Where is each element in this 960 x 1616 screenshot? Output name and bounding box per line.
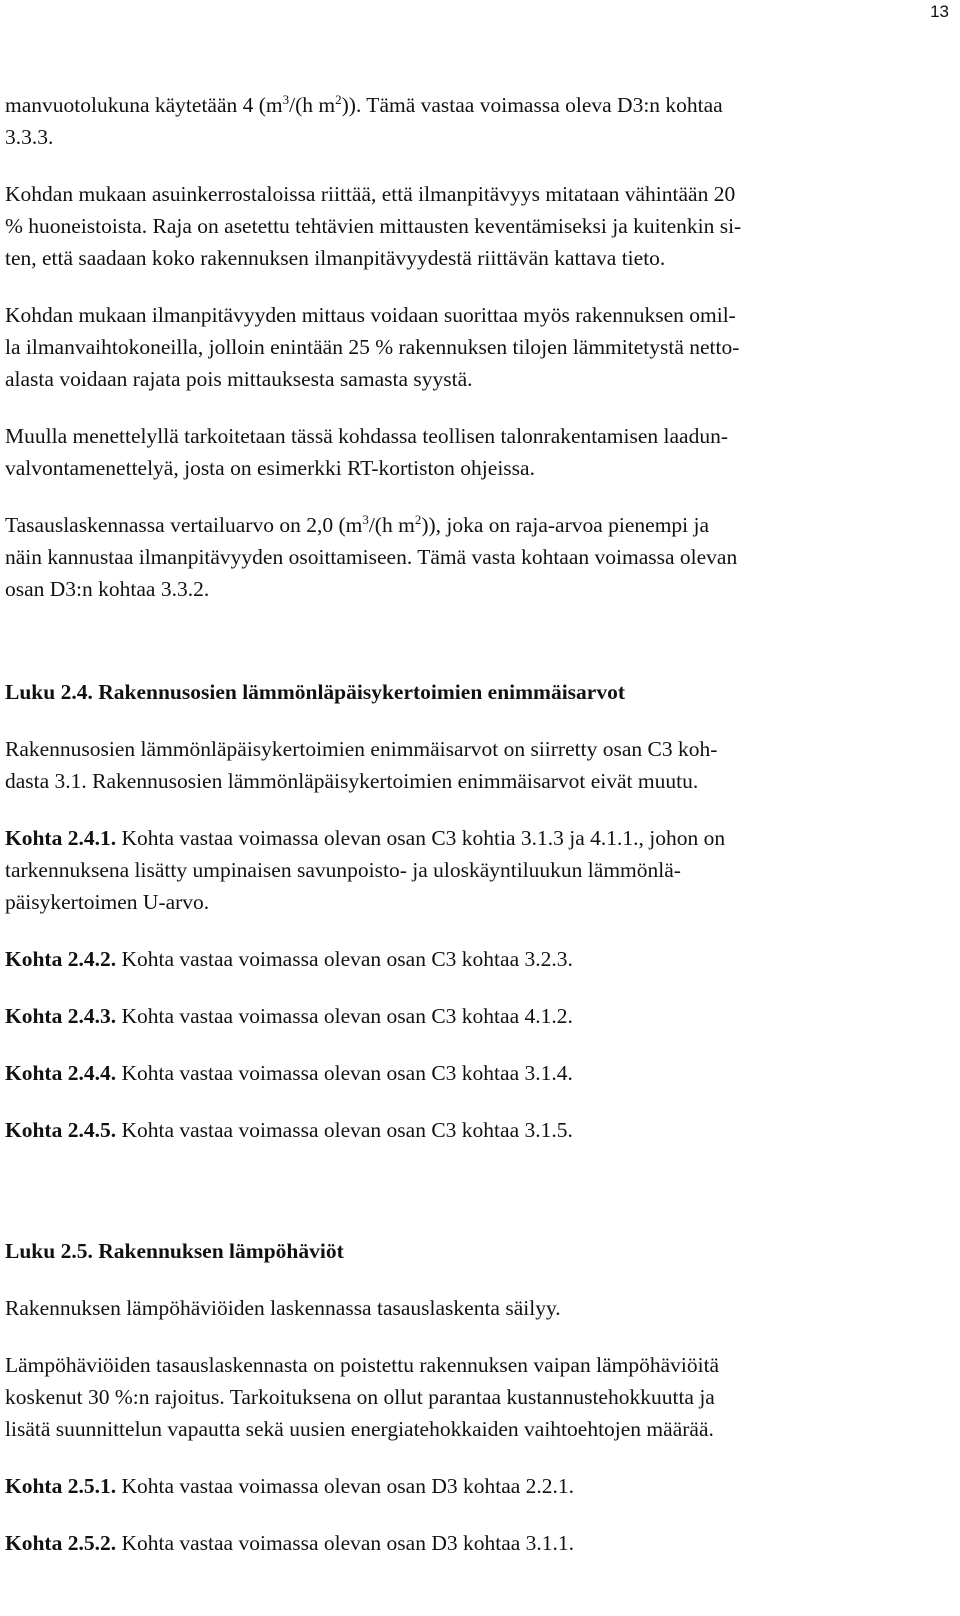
text-line: % huoneistoista. Raja on asetettu tehtävien mittausten keventämiseksi ja kuitenkin si-	[5, 214, 742, 238]
text-line: Lämpöhäviöiden tasauslaskennasta on poistettu rakennuksen vaipan lämpöhäviöitä	[5, 1353, 720, 1377]
section-text: Kohta vastaa voimassa olevan osan D3 kohtaa 2.2.1.	[116, 1474, 575, 1498]
section-label: Kohta 2.4.2.	[5, 947, 117, 971]
section-label: Kohta 2.4.3.	[5, 1004, 117, 1028]
text-line: päisykertoimen U-arvo.	[5, 890, 210, 914]
text-line: Kohta vastaa voimassa olevan osan C3 kohtia 3.1.3 ja 4.1.1., johon on	[116, 826, 726, 850]
section-label: Kohta 2.4.1.	[5, 826, 117, 850]
text-line: )). Tämä vastaa voimassa oleva D3:n kohtaa	[341, 93, 723, 117]
section-text: Kohta vastaa voimassa olevan osan D3 kohtaa 3.1.1.	[116, 1531, 575, 1555]
text-line: /(h m	[289, 93, 336, 117]
section-label: Kohta 2.5.2.	[5, 1531, 117, 1555]
superscript: 2	[414, 512, 422, 527]
section-text: Kohta vastaa voimassa olevan osan C3 kohtaa 4.1.2.	[116, 1004, 573, 1028]
paragraph-chapter-2-4-intro	[5, 733, 925, 797]
superscript: 3	[362, 512, 369, 527]
paragraph-chapter-2-5-intro: Rakennuksen lämpöhäviöiden laskennassa tasauslaskenta säilyy.	[5, 1296, 561, 1320]
paragraph-reference-value	[5, 509, 925, 605]
text-line: lisätä suunnittelun vapautta sekä uusien energiatehokkaiden vaihtoehtojen määrää.	[5, 1417, 714, 1441]
section-text: Kohta vastaa voimassa olevan osan C3 kohtaa 3.1.4.	[116, 1061, 573, 1085]
section-item-2-4-2	[5, 943, 925, 975]
paragraph-air-leakage-value	[5, 89, 925, 153]
document-body	[5, 89, 925, 1559]
text-line: 3.3.3.	[5, 125, 54, 149]
text-line: )), joka on raja-arvoa pienempi ja	[421, 513, 710, 537]
text-line: valvontamenettelyä, josta on esimerkki RT-kortiston ohjeissa.	[5, 456, 535, 480]
section-item-2-5-1	[5, 1470, 925, 1502]
superscript: 2	[335, 92, 342, 107]
page-number: 13	[930, 2, 949, 21]
text-line: /(h m	[368, 513, 415, 537]
section-text: Kohta vastaa voimassa olevan osan C3 kohtaa 3.2.3.	[116, 947, 573, 971]
chapter-heading-2-4: Luku 2.4. Rakennusosien lämmönläpäisykertoimien enimmäisarvot	[5, 680, 625, 704]
text-line: tarkennuksena lisätty umpinaisen savunpoisto- ja uloskäyntiluukun lämmönlä-	[5, 858, 681, 882]
text-line: dasta 3.1. Rakennusosien lämmönläpäisykertoimien enimmäisarvot eivät muutu.	[5, 769, 699, 793]
text-line: Kohdan mukaan ilmanpitävyyden mittaus voidaan suorittaa myös rakennuksen omil-	[5, 303, 736, 327]
section-text: Kohta vastaa voimassa olevan osan C3 kohtaa 3.1.5.	[116, 1118, 573, 1142]
section-item-2-5-2	[5, 1527, 925, 1559]
superscript: 3	[282, 92, 290, 107]
paragraph-heat-loss	[5, 1349, 925, 1445]
paragraph-ventilation-measurement	[5, 299, 925, 395]
text-line: alasta voidaan rajata pois mittauksesta samasta syystä.	[5, 367, 473, 391]
text-line: osan D3:n kohtaa 3.3.2.	[5, 577, 210, 601]
text-line: la ilmanvaihtokoneilla, jolloin enintään 25 % rakennuksen tilojen lämmitetystä netto-	[5, 335, 740, 359]
section-item-2-4-3	[5, 1000, 925, 1032]
text-line: Tasauslaskennassa vertailuarvo on 2,0 (m	[5, 513, 363, 537]
section-item-2-4-1	[5, 822, 925, 918]
section-item-2-4-5	[5, 1114, 925, 1146]
section-item-2-4-4	[5, 1057, 925, 1089]
chapter-heading-2-5: Luku 2.5. Rakennuksen lämpöhäviöt	[5, 1239, 344, 1263]
text-line: Kohdan mukaan asuinkerrostaloissa riittää, että ilmanpitävyys mitataan vähintään 20	[5, 182, 736, 206]
text-line: Rakennusosien lämmönläpäisykertoimien enimmäisarvot on siirretty osan C3 koh-	[5, 737, 718, 761]
paragraph-other-procedure	[5, 420, 925, 484]
section-label: Kohta 2.5.1.	[5, 1474, 117, 1498]
text-line: manvuotolukuna käytetään 4 (m	[5, 93, 283, 117]
section-label: Kohta 2.4.4.	[5, 1061, 117, 1085]
text-line: Muulla menettelyllä tarkoitetaan tässä kohdassa teollisen talonrakentamisen laadun-	[5, 424, 729, 448]
text-line: ten, että saadaan koko rakennuksen ilmanpitävyydestä riittävän kattava tieto.	[5, 246, 666, 270]
text-line: näin kannustaa ilmanpitävyyden osoittamiseen. Tämä vasta kohtaan voimassa olevan	[5, 545, 738, 569]
text-line: koskenut 30 %:n rajoitus. Tarkoituksena on ollut parantaa kustannustehokkuutta ja	[5, 1385, 715, 1409]
section-label: Kohta 2.4.5.	[5, 1118, 117, 1142]
paragraph-apartment-buildings	[5, 178, 925, 274]
